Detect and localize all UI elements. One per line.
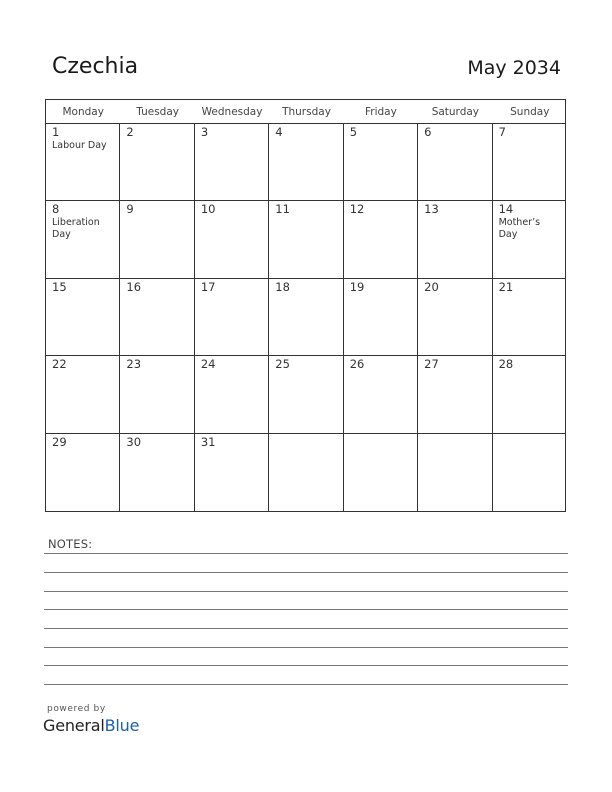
day-cell[interactable] [418,124,492,201]
day-cell[interactable] [418,279,492,356]
day-number: 24 [200,357,216,372]
weekday-header-thursday: Thursday [282,106,331,118]
day-number: 20 [424,279,439,294]
holiday-label: Mother’s Day [498,217,541,241]
day-cell[interactable] [195,201,269,278]
day-cell[interactable] [344,201,418,278]
day-cell[interactable] [46,279,120,356]
day-cell[interactable] [418,356,492,433]
day-cell[interactable] [195,279,269,356]
day-number: 31 [200,434,216,449]
note-line [44,572,568,573]
day-number: 25 [275,357,290,372]
day-cell[interactable] [344,124,418,201]
weekday-header-wednesday: Wednesday [201,106,263,118]
day-cell[interactable] [269,124,343,201]
calendar-grid [45,99,566,512]
notes-label: NOTES: [48,537,93,551]
day-cell[interactable] [493,434,565,511]
calendar-month-title: May 2034 [467,57,561,79]
calendar-weeks [46,124,565,511]
day-number: 17 [200,279,216,294]
weekday-header-saturday: Saturday [431,106,480,118]
note-line [44,553,568,554]
day-number: 23 [126,357,142,372]
day-number: 8 [52,202,60,217]
day-number: 2 [126,125,134,139]
day-number: 12 [349,202,365,217]
day-cell[interactable] [120,124,194,201]
calendar-country-title: Czechia [52,54,139,79]
day-cell[interactable] [46,434,120,511]
day-cell[interactable] [195,434,269,511]
day-number: 15 [52,279,67,294]
holiday-label: Labour Day [52,140,107,151]
weekday-header-friday: Friday [365,106,397,118]
holiday-label: Liberation Day [52,217,100,241]
day-number: 5 [349,125,358,139]
day-cell[interactable] [46,356,120,433]
note-line [44,647,568,648]
day-cell[interactable] [493,279,565,356]
day-cell[interactable] [120,201,194,278]
day-number: 22 [52,357,67,372]
note-line [44,684,568,685]
day-cell[interactable] [195,124,269,201]
weekday-header-row [46,100,565,124]
day-cell[interactable] [120,434,194,511]
generalblue-logo[interactable] [43,716,139,735]
day-number: 9 [126,202,134,217]
day-cell[interactable] [269,434,343,511]
day-cell[interactable] [269,279,343,356]
note-line [44,665,568,666]
day-number: 6 [424,125,432,139]
weekday-header-sunday: Sunday [510,106,550,118]
day-number: 30 [126,434,142,449]
brand-blue-text: Blue [104,716,140,735]
day-number: 1 [52,125,60,139]
day-number: 18 [275,279,290,294]
powered-by-text: powered by [47,704,106,714]
day-cell[interactable] [493,201,565,278]
day-cell[interactable] [46,124,120,201]
day-number: 13 [424,202,439,217]
day-number: 27 [424,357,439,372]
day-cell[interactable] [46,201,120,278]
day-cell[interactable] [344,356,418,433]
day-cell[interactable] [120,356,194,433]
day-number: 10 [200,202,216,217]
day-cell[interactable] [493,356,565,433]
day-cell[interactable] [418,434,492,511]
day-cell[interactable] [344,279,418,356]
weekday-header-monday: Monday [62,106,104,118]
day-cell[interactable] [120,279,194,356]
weekday-header-tuesday: Tuesday [136,106,179,118]
day-number: 21 [498,279,514,294]
day-number: 7 [498,125,506,139]
day-cell[interactable] [344,434,418,511]
note-line [44,628,568,629]
note-line [44,609,568,610]
brand-general-text: General [43,716,105,735]
day-cell[interactable] [195,356,269,433]
day-number: 26 [349,357,365,372]
note-line [44,591,568,592]
day-number: 4 [275,125,283,139]
day-number: 11 [275,202,290,217]
day-cell[interactable] [269,201,343,278]
day-cell[interactable] [418,201,492,278]
day-number: 14 [498,202,514,217]
day-number: 19 [349,279,365,294]
day-cell[interactable] [269,356,343,433]
day-number: 3 [200,125,209,139]
day-number: 29 [52,434,67,449]
day-cell[interactable] [493,124,565,201]
day-number: 28 [498,357,514,372]
day-number: 16 [126,279,142,294]
